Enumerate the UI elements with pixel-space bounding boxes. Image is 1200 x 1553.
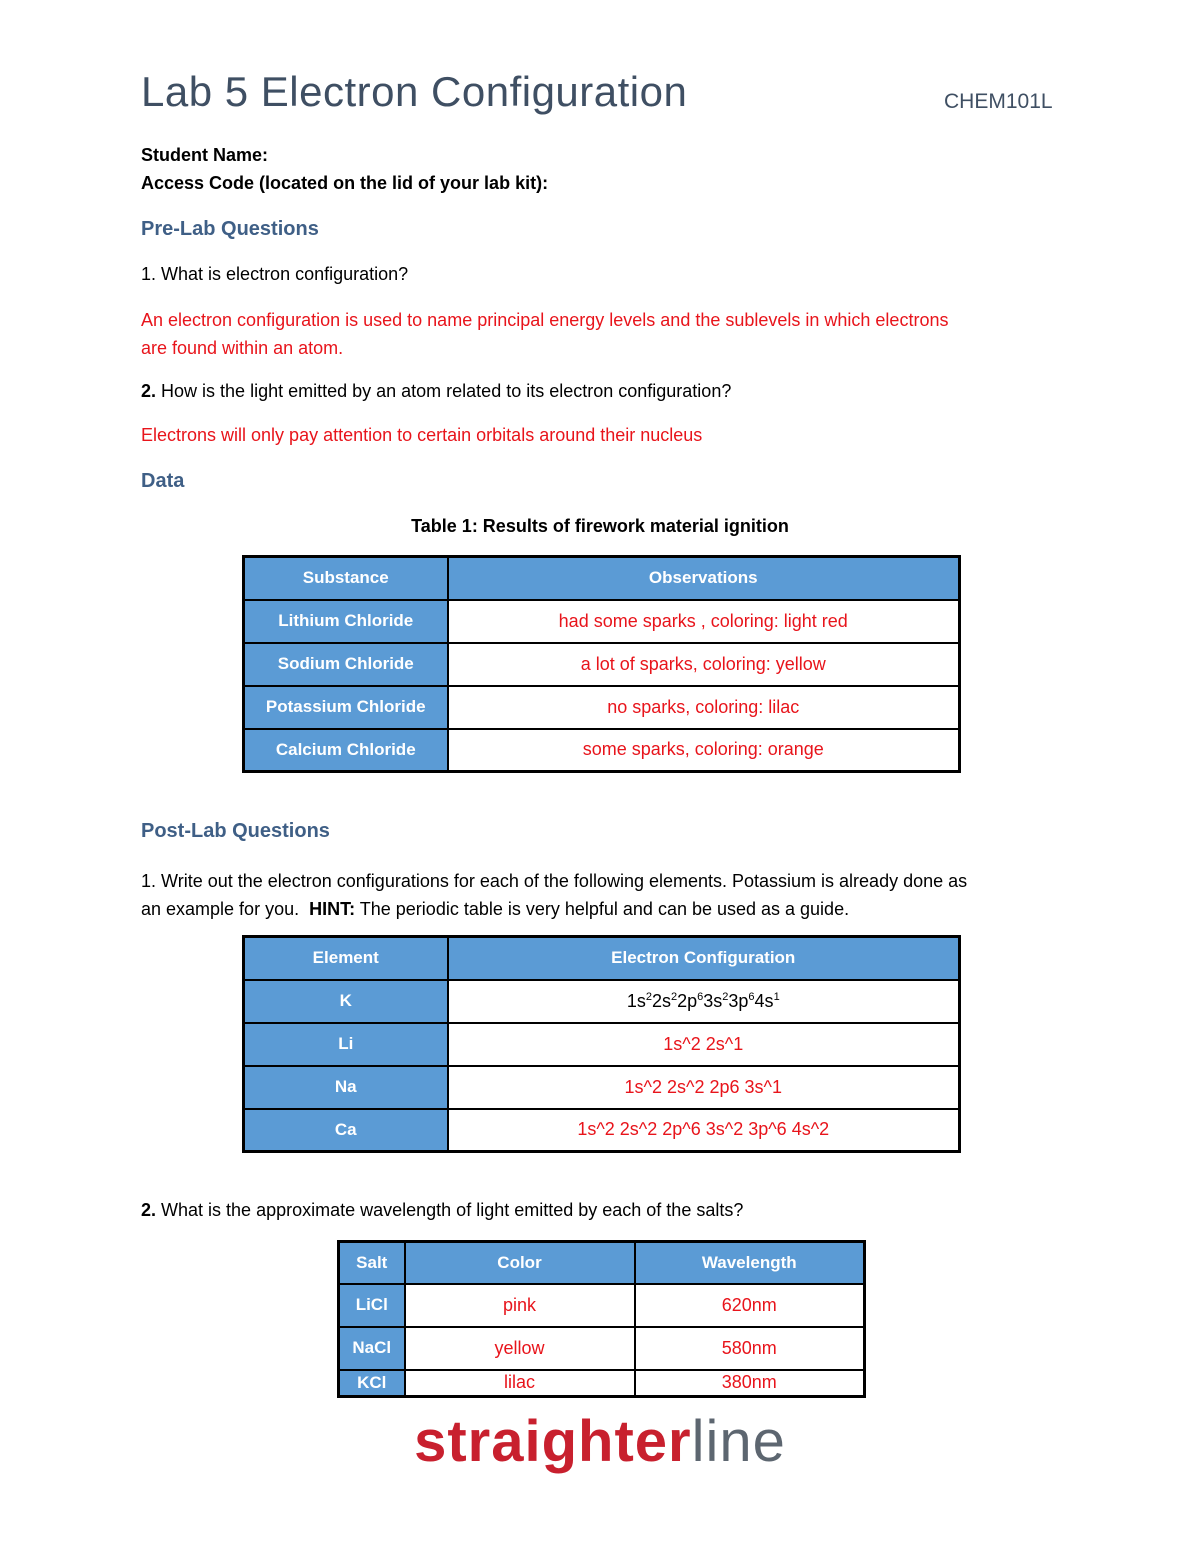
table-row xyxy=(244,729,960,772)
table-row xyxy=(339,1370,865,1397)
color-cell: yellow xyxy=(405,1327,635,1370)
answer-line: An electron configuration is used to name principal energy levels and the sublevels in which electrons xyxy=(141,310,949,330)
observation-cell: a lot of sparks, coloring: yellow xyxy=(448,643,960,686)
prelab-answer-1 xyxy=(141,306,1041,362)
wavelength-cell: 580nm xyxy=(635,1327,865,1370)
substance-cell: Sodium Chloride xyxy=(244,643,448,686)
observation-cell: no sparks, coloring: lilac xyxy=(448,686,960,729)
column-header: Salt xyxy=(339,1242,405,1284)
configuration-cell: 1s^2 2s^1 xyxy=(448,1023,960,1066)
table-row xyxy=(244,980,960,1023)
column-header: Electron Configuration xyxy=(448,937,960,980)
column-header: Observations xyxy=(448,557,960,600)
table-row xyxy=(244,643,960,686)
question-text: an example for you. xyxy=(141,899,310,919)
column-header: Substance xyxy=(244,557,448,600)
hint-label: HINT: xyxy=(309,899,356,919)
salt-cell: LiCl xyxy=(339,1284,405,1327)
question-text: What is electron configuration? xyxy=(161,264,409,284)
configuration-cell: 1s^2 2s^2 2p6 3s^1 xyxy=(448,1066,960,1109)
table1-caption: Table 1: Results of firework material ignition xyxy=(411,516,789,536)
salt-cell: KCl xyxy=(339,1370,405,1397)
table-row xyxy=(244,600,960,643)
table-row xyxy=(244,1066,960,1109)
question-text: What is the approximate wavelength of light emitted by each of the salts? xyxy=(161,1200,744,1220)
table-electron-configurations xyxy=(242,935,961,1153)
data-heading: Data xyxy=(141,470,185,492)
question-text: How is the light emitted by an atom related to its electron configuration? xyxy=(161,381,732,401)
table-firework-results xyxy=(242,555,961,773)
configuration-cell: $1s^22s^22p^63s^23p^64s^1$ xyxy=(448,980,960,1023)
question-number: 1. xyxy=(141,264,157,284)
logo-part-light: line xyxy=(691,1409,786,1474)
table-row xyxy=(244,686,960,729)
substance-cell: Potassium Chloride xyxy=(244,686,448,729)
color-cell: lilac xyxy=(405,1370,635,1397)
question-number: 2. xyxy=(141,381,157,401)
question-number: 2. xyxy=(141,1200,157,1220)
substance-cell: Lithium Chloride xyxy=(244,600,448,643)
postlab-question-2 xyxy=(141,1200,743,1221)
table-row xyxy=(244,1109,960,1152)
question-text: Write out the electron configurations for each of the following elements. Potassium is already done as xyxy=(161,871,968,891)
color-cell: pink xyxy=(405,1284,635,1327)
prelab-question-1 xyxy=(141,264,408,285)
configuration-cell: 1s^2 2s^2 2p^6 3s^2 3p^6 4s^2 xyxy=(448,1109,960,1152)
table-row xyxy=(339,1284,865,1327)
wavelength-cell: 620nm xyxy=(635,1284,865,1327)
postlab-question-1 xyxy=(141,867,967,923)
column-header: Element xyxy=(244,937,448,980)
column-header: Color xyxy=(405,1242,635,1284)
straighterline-logo xyxy=(0,1408,1200,1475)
question-number: 1. xyxy=(141,871,157,891)
logo-part-bold: straighter xyxy=(414,1409,692,1474)
substance-cell: Calcium Chloride xyxy=(244,729,448,772)
prelab-heading: Pre-Lab Questions xyxy=(141,218,319,240)
element-cell: Li xyxy=(244,1023,448,1066)
prelab-question-2 xyxy=(141,381,731,402)
salt-cell: NaCl xyxy=(339,1327,405,1370)
answer-line: are found within an atom. xyxy=(141,338,344,358)
element-cell: Na xyxy=(244,1066,448,1109)
page-title: Lab 5 Electron Configuration xyxy=(141,68,688,115)
prelab-answer-2: Electrons will only pay attention to certain orbitals around their nucleus xyxy=(141,425,703,445)
table-salt-wavelengths xyxy=(337,1240,866,1398)
element-cell: Ca xyxy=(244,1109,448,1152)
postlab-heading: Post-Lab Questions xyxy=(141,820,330,842)
table-row xyxy=(244,1023,960,1066)
access-code-label: Access Code (located on the lid of your lab kit): xyxy=(141,173,549,193)
student-name-label: Student Name: xyxy=(141,145,269,165)
table-row xyxy=(339,1327,865,1370)
observation-cell: had some sparks , coloring: light red xyxy=(448,600,960,643)
course-code: CHEM101L xyxy=(944,90,1053,113)
question-text: The periodic table is very helpful and can be used as a guide. xyxy=(355,899,850,919)
observation-cell: some sparks, coloring: orange xyxy=(448,729,960,772)
column-header: Wavelength xyxy=(635,1242,865,1284)
element-cell: K xyxy=(244,980,448,1023)
wavelength-cell: 380nm xyxy=(635,1370,865,1397)
